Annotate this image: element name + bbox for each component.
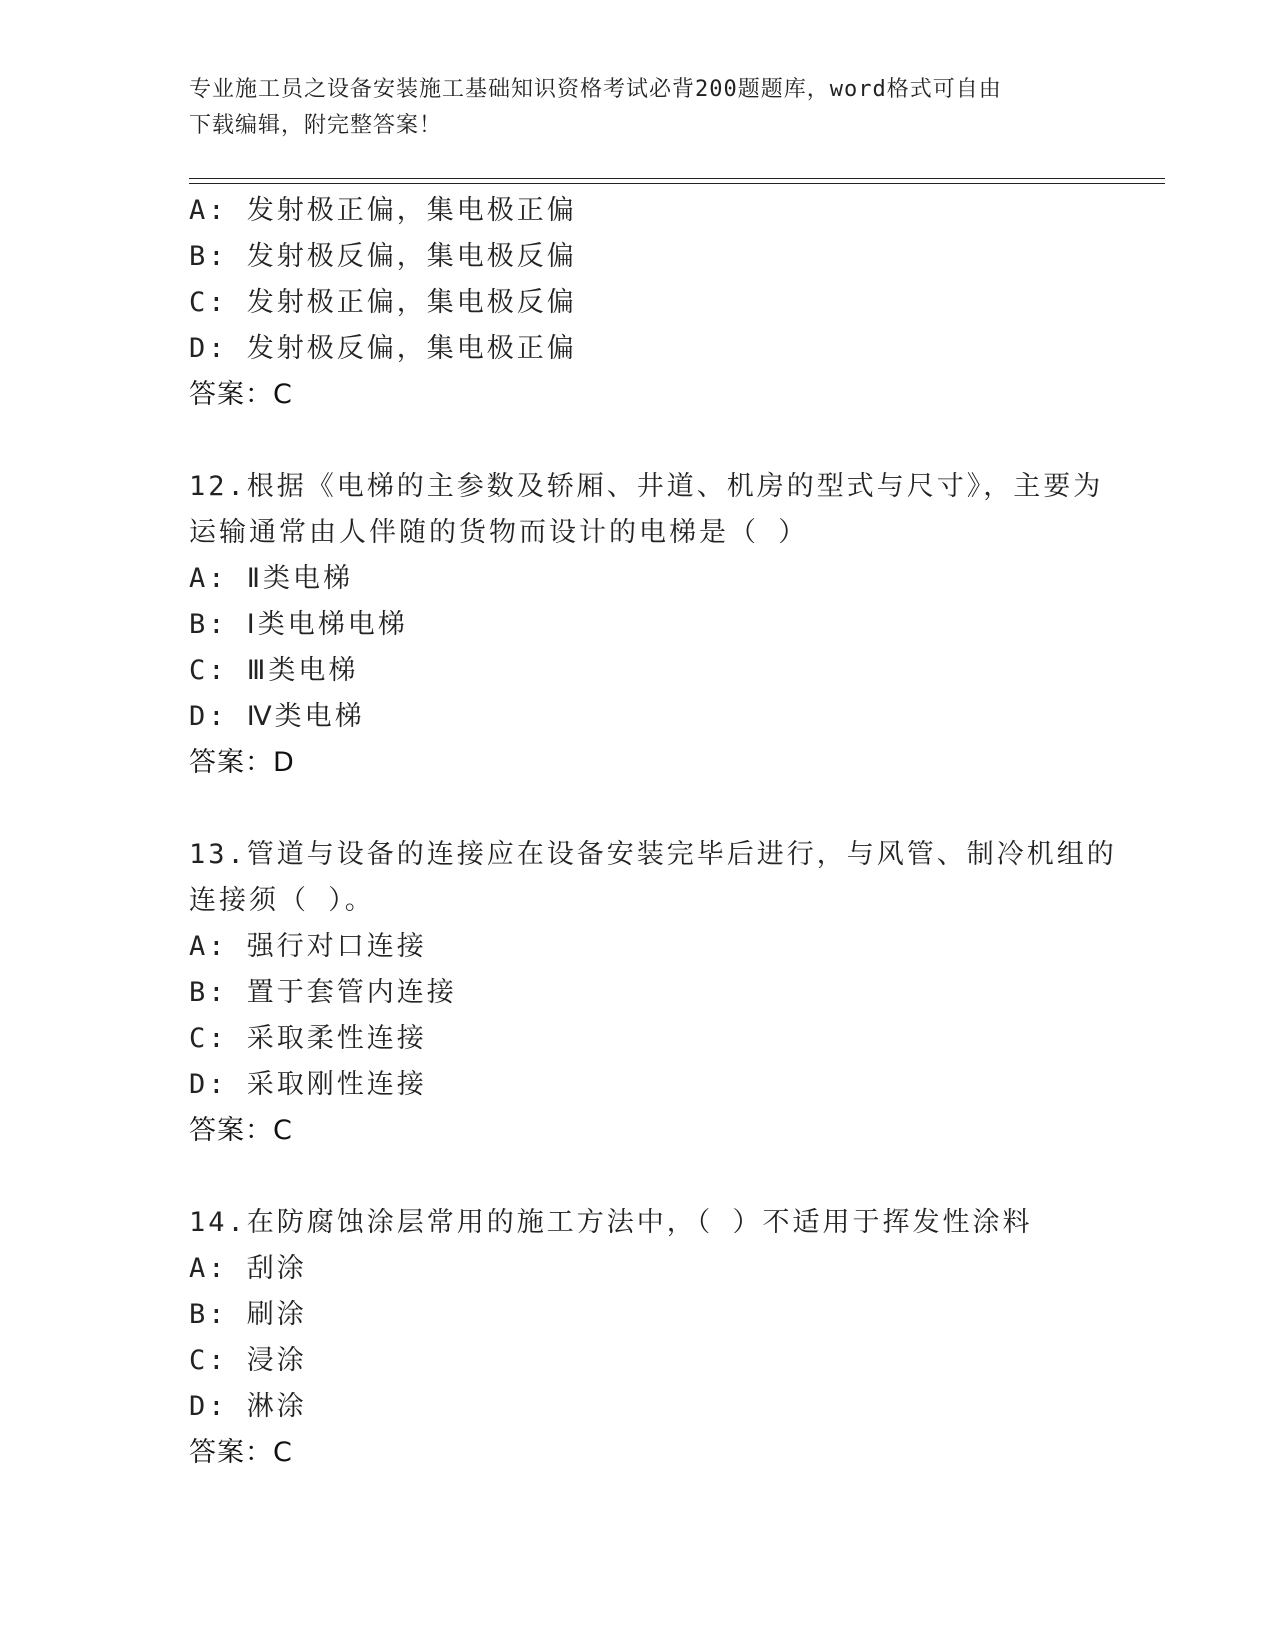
answer-line: 答案：C bbox=[189, 379, 293, 410]
answer-line: 答案：C bbox=[189, 1115, 293, 1146]
spacer bbox=[189, 786, 1149, 832]
option-a: A: Ⅱ类电梯 bbox=[189, 563, 354, 594]
answer-line: 答案：C bbox=[189, 1437, 293, 1468]
option-c: C: 浸涂 bbox=[189, 1345, 307, 1376]
option-a: A: 强行对口连接 bbox=[189, 931, 427, 962]
option-b: B: 置于套管内连接 bbox=[189, 977, 457, 1008]
question-11 bbox=[189, 188, 1149, 418]
option-d: D: 淋涂 bbox=[189, 1391, 307, 1422]
question-stem-line-2: 运输通常由人伴随的货物而设计的电梯是（ ） bbox=[189, 517, 809, 548]
option-b: B: 发射极反偏，集电极反偏 bbox=[189, 241, 577, 272]
option-a: A: 发射极正偏，集电极正偏 bbox=[189, 195, 577, 226]
header-divider-bottom bbox=[189, 183, 1165, 184]
option-b: B: Ⅰ类电梯电梯 bbox=[189, 609, 408, 640]
question-stem-line-2: 连接须（ ）。 bbox=[189, 885, 375, 916]
header-line-1: 专业施工员之设备安装施工基础知识资格考试必背200题题库，word格式可自由 bbox=[189, 77, 1002, 102]
option-c: C: Ⅲ类电梯 bbox=[189, 655, 359, 686]
question-stem-line-1: 13.管道与设备的连接应在设备安装完毕后进行，与风管、制冷机组的 bbox=[189, 839, 1117, 870]
option-c: C: 采取柔性连接 bbox=[189, 1023, 427, 1054]
question-14 bbox=[189, 1200, 1149, 1476]
question-stem-line-1: 12.根据《电梯的主参数及轿厢、井道、机房的型式与尺寸》，主要为 bbox=[189, 471, 1104, 502]
option-d: D: 采取刚性连接 bbox=[189, 1069, 427, 1100]
document-header bbox=[189, 72, 1089, 144]
option-d: D: Ⅳ类电梯 bbox=[189, 701, 365, 732]
question-13 bbox=[189, 832, 1149, 1154]
question-list bbox=[189, 188, 1149, 1476]
option-a: A: 刮涂 bbox=[189, 1253, 307, 1284]
option-c: C: 发射极正偏，集电极反偏 bbox=[189, 287, 577, 318]
option-d: D: 发射极反偏，集电极正偏 bbox=[189, 333, 577, 364]
header-line-2: 下载编辑，附完整答案！ bbox=[189, 113, 443, 138]
spacer bbox=[189, 1154, 1149, 1200]
option-b: B: 刷涂 bbox=[189, 1299, 307, 1330]
answer-line: 答案：D bbox=[189, 747, 295, 778]
question-12 bbox=[189, 464, 1149, 786]
spacer bbox=[189, 418, 1149, 464]
header-divider-top bbox=[189, 178, 1165, 179]
question-stem-line-1: 14.在防腐蚀涂层常用的施工方法中，（ ）不适用于挥发性涂料 bbox=[189, 1207, 1033, 1238]
